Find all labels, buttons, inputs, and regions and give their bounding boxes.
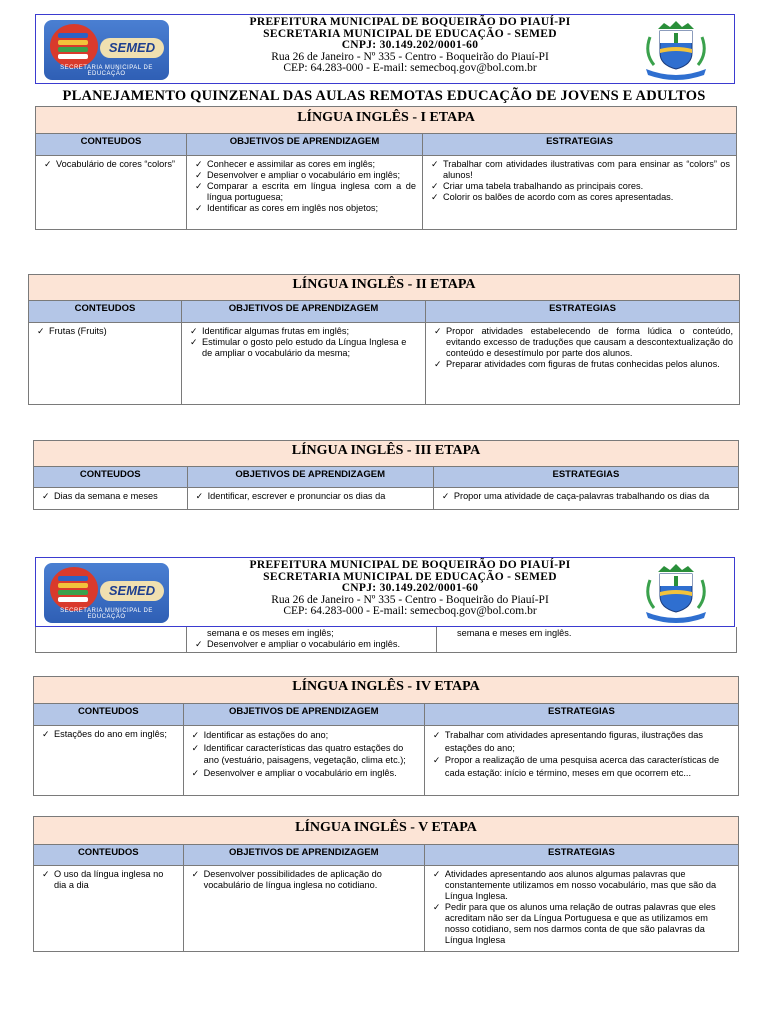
objetivos-cell bbox=[187, 156, 423, 229]
objetivos-cell bbox=[184, 866, 425, 951]
list-item: ✓ Desenvolver e ampliar o vocabulário em inglês. bbox=[190, 767, 418, 780]
logo-wordmark: SEMED bbox=[100, 581, 164, 601]
header-line-3: CNPJ: 30.149.202/0001-60 bbox=[341, 39, 479, 51]
letterhead-page-2 bbox=[35, 557, 735, 627]
stage-title: LÍNGUA INGLÊS - V ETAPA bbox=[33, 816, 739, 845]
semed-logo bbox=[44, 563, 169, 623]
col-conteudos: CONTEUDOS bbox=[34, 467, 188, 487]
list-item: ✓ Identificar as cores em inglês nos objetos; bbox=[193, 203, 416, 214]
column-headers bbox=[28, 301, 740, 323]
list-item: ✓ Pedir para que os alunos uma relação de outras palavras que eles acreditam não ser da Língua Portuguesa e que as utilizamos em nosso cotidiano, sem nos darmos conta de que são palavras da Língua Inglesa bbox=[431, 902, 732, 946]
estrategias-cell bbox=[425, 726, 738, 795]
stage-3 bbox=[33, 440, 739, 510]
header-line-5: CEP: 64.283-000 - E-mail: semecboq.gov@bol.com.br bbox=[283, 605, 537, 617]
logo-subtitle: SECRETARIA MUNICIPAL DE EDUCAÇÃO bbox=[60, 65, 153, 77]
header-line-3: CNPJ: 30.149.202/0001-60 bbox=[341, 582, 479, 594]
stage-4 bbox=[33, 676, 739, 796]
objetivos-cell bbox=[187, 627, 437, 652]
page-title: PLANEJAMENTO QUINZENAL DAS AULAS REMOTAS EDUCAÇÃO DE JOVENS E ADULTOS bbox=[62, 88, 706, 104]
list-item: ✓ Conhecer e assimilar as cores em inglês; bbox=[193, 159, 416, 170]
list-item: ✓ Identificar algumas frutas em inglês; bbox=[188, 326, 419, 337]
list-item: ✓ Estimular o gosto pelo estudo da Língua Inglesa e de ampliar o vocabulário da mesma; bbox=[188, 337, 419, 359]
estrategias-cell bbox=[434, 488, 738, 509]
stage-1 bbox=[35, 106, 737, 230]
estrategias-cell bbox=[426, 323, 739, 404]
list-item: ✓ Atividades apresentando aos alunos algumas palavras que constantemente utilizamos em nosso vocabulário, mas que são da Língua Inglesa. bbox=[431, 869, 732, 902]
stage-body bbox=[28, 323, 740, 405]
list-item: ✓ Identificar, escrever e pronunciar os dias da bbox=[194, 491, 427, 502]
list-item: ✓ Preparar atividades com figuras de frutas conhecidas pelos alunos. bbox=[432, 359, 733, 370]
stage-body bbox=[33, 726, 739, 796]
stage-2 bbox=[28, 274, 740, 405]
list-item: ✓ Frutas (Fruits) bbox=[35, 326, 175, 337]
header-line-2: SECRETARIA MUNICIPAL DE EDUCAÇÃO - SEMED bbox=[263, 27, 557, 40]
col-conteudos: CONTEUDOS bbox=[34, 704, 184, 725]
list-item: ✓ Vocabulário de cores “colors” bbox=[42, 159, 180, 170]
estrategias-cell bbox=[437, 627, 736, 652]
list-item: ✓ Trabalhar com atividades apresentando figuras, ilustrações das estações do ano; bbox=[431, 729, 732, 754]
stage-title: LÍNGUA INGLÊS - II ETAPA bbox=[28, 274, 740, 301]
municipal-crest-icon bbox=[636, 562, 716, 624]
list-item: ✓ Propor atividades estabelecendo de forma lúdica o conteúdo, evitando excesso de traduções que causam a descontextualização do conteúdo e desestímulo por parte dos alunos. bbox=[432, 326, 733, 359]
col-conteudos: CONTEUDOS bbox=[29, 301, 182, 322]
list-item: ✓ Desenvolver possibilidades de aplicação do vocabulário de língua inglesa no cotidiano. bbox=[190, 869, 418, 891]
conteudos-cell bbox=[34, 726, 184, 795]
stage-body bbox=[35, 627, 737, 653]
list-item: ✓ Colorir os balões de acordo com as cores apresentadas. bbox=[429, 192, 730, 203]
estrategias-cell bbox=[423, 156, 736, 229]
list-item: ✓ Propor a realização de uma pesquisa acerca das características de cada estação: início e término, meses em que ocorrem etc... bbox=[431, 754, 732, 779]
continued-text: semana e os meses em inglês; bbox=[207, 628, 334, 638]
estrategias-cell bbox=[425, 866, 738, 951]
list-item: ✓ O uso da língua inglesa no dia a dia bbox=[40, 869, 177, 891]
letterhead-text bbox=[206, 17, 614, 75]
list-item: ✓ Comparar a escrita em língua inglesa com a de língua portuguesa; bbox=[193, 181, 416, 203]
col-objetivos: OBJETIVOS DE APRENDIZAGEM bbox=[182, 301, 426, 322]
column-headers bbox=[33, 704, 739, 726]
objetivos-cell bbox=[182, 323, 426, 404]
column-headers bbox=[33, 845, 739, 866]
objetivos-cell bbox=[184, 726, 425, 795]
header-line-4: Rua 26 de Janeiro - Nº 335 - Centro - Boqueirão do Piauí-PI bbox=[271, 50, 549, 63]
list-item: ✓ Criar uma tabela trabalhando as principais cores. bbox=[429, 181, 730, 192]
header-line-5: CEP: 64.283-000 - E-mail: semecboq.gov@bol.com.br bbox=[283, 62, 537, 74]
logo-subtitle: SECRETARIA MUNICIPAL DE EDUCAÇÃO bbox=[60, 608, 153, 620]
col-estrategias: ESTRATEGIAS bbox=[548, 706, 615, 717]
col-objetivos: OBJETIVOS DE APRENDIZAGEM bbox=[188, 467, 434, 487]
header-line-1: PREFEITURA MUNICIPAL DE BOQUEIRÃO DO PIAUÍ-PI bbox=[249, 559, 571, 571]
letterhead-top bbox=[35, 14, 735, 84]
stage-body bbox=[35, 156, 737, 230]
stage-body bbox=[33, 488, 739, 510]
list-item: ✓ Identificar as estações do ano; bbox=[190, 729, 418, 742]
stage-5 bbox=[33, 816, 739, 952]
header-line-1: PREFEITURA MUNICIPAL DE BOQUEIRÃO DO PIAUÍ-PI bbox=[249, 16, 571, 28]
header-line-2: SECRETARIA MUNICIPAL DE EDUCAÇÃO - SEMED bbox=[263, 570, 557, 583]
stage-3-continuation bbox=[35, 627, 737, 653]
col-objetivos: OBJETIVOS DE APRENDIZAGEM bbox=[184, 845, 425, 865]
semed-logo bbox=[44, 20, 169, 80]
stage-body bbox=[33, 866, 739, 952]
letterhead-text bbox=[206, 560, 614, 618]
conteudos-cell bbox=[34, 866, 184, 951]
conteudos-cell bbox=[29, 323, 182, 404]
column-headers bbox=[35, 134, 737, 156]
conteudos-cell bbox=[36, 156, 187, 229]
col-conteudos: CONTEUDOS bbox=[36, 134, 187, 155]
stage-title: LÍNGUA INGLÊS - III ETAPA bbox=[33, 440, 739, 467]
col-conteudos: CONTEUDOS bbox=[34, 845, 184, 865]
stage-title: LÍNGUA INGLÊS - IV ETAPA bbox=[33, 676, 739, 704]
list-item: ✓ Identificar características das quatro estações do ano (vestuário, paisagens, vegetação, clima etc.); bbox=[190, 742, 418, 767]
list-item: ✓ Trabalhar com atividades ilustrativas com para ensinar as “colors” os alunos! bbox=[429, 159, 730, 181]
continued-text: semana e meses em inglês. bbox=[457, 628, 572, 638]
col-estrategias: ESTRATEGIAS bbox=[549, 303, 616, 314]
col-estrategias: ESTRATEGIAS bbox=[548, 847, 615, 858]
books-icon bbox=[50, 24, 98, 68]
list-item: ✓ Desenvolver e ampliar o vocabulário em inglês. bbox=[193, 639, 430, 650]
books-icon bbox=[50, 567, 98, 611]
list-item: ✓ Propor uma atividade de caça-palavras trabalhando os dias da bbox=[440, 491, 732, 502]
objetivos-cell bbox=[188, 488, 434, 509]
logo-wordmark: SEMED bbox=[100, 38, 164, 58]
conteudos-cell bbox=[36, 627, 187, 652]
conteudos-cell bbox=[34, 488, 188, 509]
column-headers bbox=[33, 467, 739, 488]
municipal-crest-icon bbox=[636, 19, 716, 81]
col-estrategias: ESTRATEGIAS bbox=[552, 469, 620, 480]
list-item: ✓ Estações do ano em inglês; bbox=[40, 729, 177, 740]
header-line-4: Rua 26 de Janeiro - Nº 335 - Centro - Boqueirão do Piauí-PI bbox=[271, 593, 549, 606]
list-item: ✓ Dias da semana e meses bbox=[40, 491, 181, 502]
col-objetivos: OBJETIVOS DE APRENDIZAGEM bbox=[184, 704, 425, 725]
list-item: ✓ Desenvolver e ampliar o vocabulário em inglês; bbox=[193, 170, 416, 181]
stage-title: LÍNGUA INGLÊS - I ETAPA bbox=[35, 106, 737, 134]
col-objetivos: OBJETIVOS DE APRENDIZAGEM bbox=[187, 134, 423, 155]
col-estrategias: ESTRATEGIAS bbox=[546, 136, 613, 147]
